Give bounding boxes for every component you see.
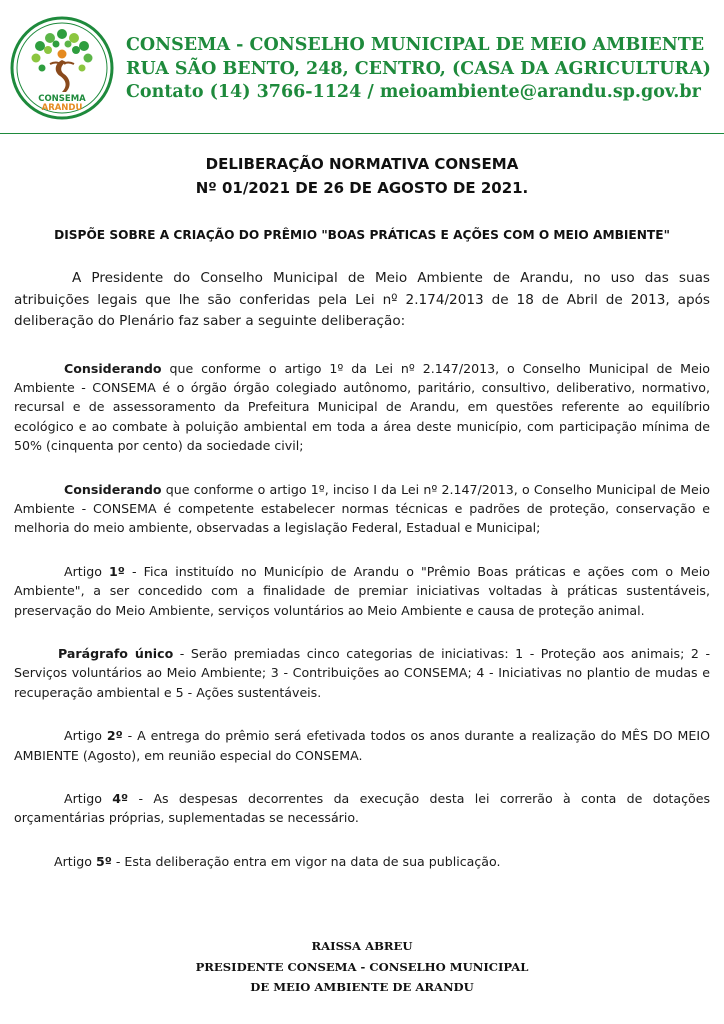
paragrafo-unico	[14, 644, 710, 702]
document-title	[0, 152, 724, 200]
artigo-prefix: Artigo	[64, 563, 110, 579]
document-body	[14, 268, 710, 895]
considerando-text: que conforme o artigo 1º da Lei nº 2.147/2013, o Conselho Municipal de Meio Ambiente - CONSEMA é o órgão órgão colegiado autônomo, paritário, consultivo, deliberativo, normativo, recursal e de assessoramento da Prefeitura Municipal de Arandu, em questões referente ao equilíbrio ecológico e ao combate à poluição ambiental em toda a área deste município, com participação mínima de 50% (cinquenta por cento) da sociedade civil;	[14, 360, 710, 454]
artigo-text: - A entrega do prêmio será efetivada todos os anos durante a realização do MÊS DO MEIO AMBIENTE (Agosto), em reunião especial do CONSEMA.	[14, 728, 710, 763]
paragrafo-lead: Parágrafo único	[58, 645, 174, 661]
artigo-prefix: Artigo	[64, 728, 107, 744]
council-address: RUA SÃO BENTO, 248, CENTRO, (CASA DA AGRICULTURA)	[126, 58, 711, 79]
signatory-name: RAISSA ABREU	[311, 939, 413, 953]
artigo-text: - Esta deliberação entra em vigor na data de sua publicação.	[111, 853, 501, 869]
considerando-text: que conforme o artigo 1º, inciso I da Lei nº 2.147/2013, o Conselho Municipal de Meio Ambiente - CONSEMA é competente estabelecer normas técnicas e padrões de proteção, conservação e melhoria do meio ambiente, observadas a legislação Federal, Estadual e Municipal;	[14, 481, 710, 536]
document-subject: DISPÕE SOBRE A CRIAÇÃO DO PRÊMIO "BOAS PRÁTICAS E AÇÕES COM O MEIO AMBIENTE"	[54, 228, 670, 242]
header-divider	[0, 133, 724, 134]
artigo-2-paragraph	[14, 726, 710, 765]
artigo-number: 1º	[109, 563, 125, 579]
artigo-text: - As despesas decorrentes da execução desta lei correrão à conta de dotações orçamentárias próprias, suplementadas se necessário.	[14, 791, 711, 826]
artigo-number: 4º	[112, 791, 129, 806]
considerando-lead: Considerando	[64, 360, 162, 376]
signature-block	[0, 936, 724, 998]
signatory-role-line-2: DE MEIO AMBIENTE DE ARANDU	[250, 980, 474, 994]
paragrafo-text: - Serão premiadas cinco categorias de iniciativas: 1 - Proteção aos animais; 2 - Serviços voluntários ao Meio Ambiente; 3 - Contribuições ao CONSEMA; 4 - Iniciativas no plantio de mudas e recuperação ambiental e 5 - Ações sustentáveis.	[14, 645, 710, 700]
considerando-lead: Considerando	[64, 481, 162, 497]
title-line-2: Nº 01/2021 DE 26 DE AGOSTO DE 2021.	[195, 179, 529, 197]
svg-text:CONSEMA: CONSEMA	[38, 94, 86, 104]
considerando-paragraph-1	[14, 359, 710, 456]
svg-text:ARANDU: ARANDU	[41, 103, 83, 113]
artigo-number: 5º	[95, 853, 112, 869]
artigo-4-paragraph	[14, 789, 710, 828]
artigo-1-paragraph	[14, 562, 710, 620]
letterhead-text	[126, 34, 711, 105]
artigo-prefix: Artigo	[54, 853, 96, 869]
artigo-number: 2º	[106, 728, 123, 744]
signatory-role-line-1: PRESIDENTE CONSEMA - CONSELHO MUNICIPAL	[195, 959, 529, 974]
artigo-5-paragraph	[14, 852, 710, 871]
consema-logo	[10, 16, 114, 120]
considerando-paragraph-2	[14, 480, 710, 538]
artigo-text: - Fica instituído no Município de Arandu o "Prêmio Boas práticas e ações com o Meio Ambiente", a ser concedido com a finalidade de premiar iniciativas voltadas à práticas sustentáveis, preservação do Meio Ambiente, serviços voluntários ao Meio Ambiente e causa de proteção animal.	[14, 563, 710, 618]
letterhead	[0, 0, 724, 134]
tree-logo-icon	[10, 16, 114, 120]
council-contact: Contato (14) 3766-1124 / meioambiente@arandu.sp.gov.br	[126, 82, 701, 102]
title-line-1: DELIBERAÇÃO NORMATIVA CONSEMA	[205, 155, 519, 173]
council-name: CONSEMA - CONSELHO MUNICIPAL DE MEIO AMBIENTE	[126, 35, 705, 55]
artigo-prefix: Artigo	[64, 791, 113, 806]
intro-paragraph: A Presidente do Conselho Municipal de Meio Ambiente de Arandu, no uso das suas atribuições legais que lhe são conferidas pela Lei nº 2.174/2013 de 18 de Abril de 2013, após deliberação do Plenário faz saber a seguinte deliberação:	[14, 270, 710, 329]
